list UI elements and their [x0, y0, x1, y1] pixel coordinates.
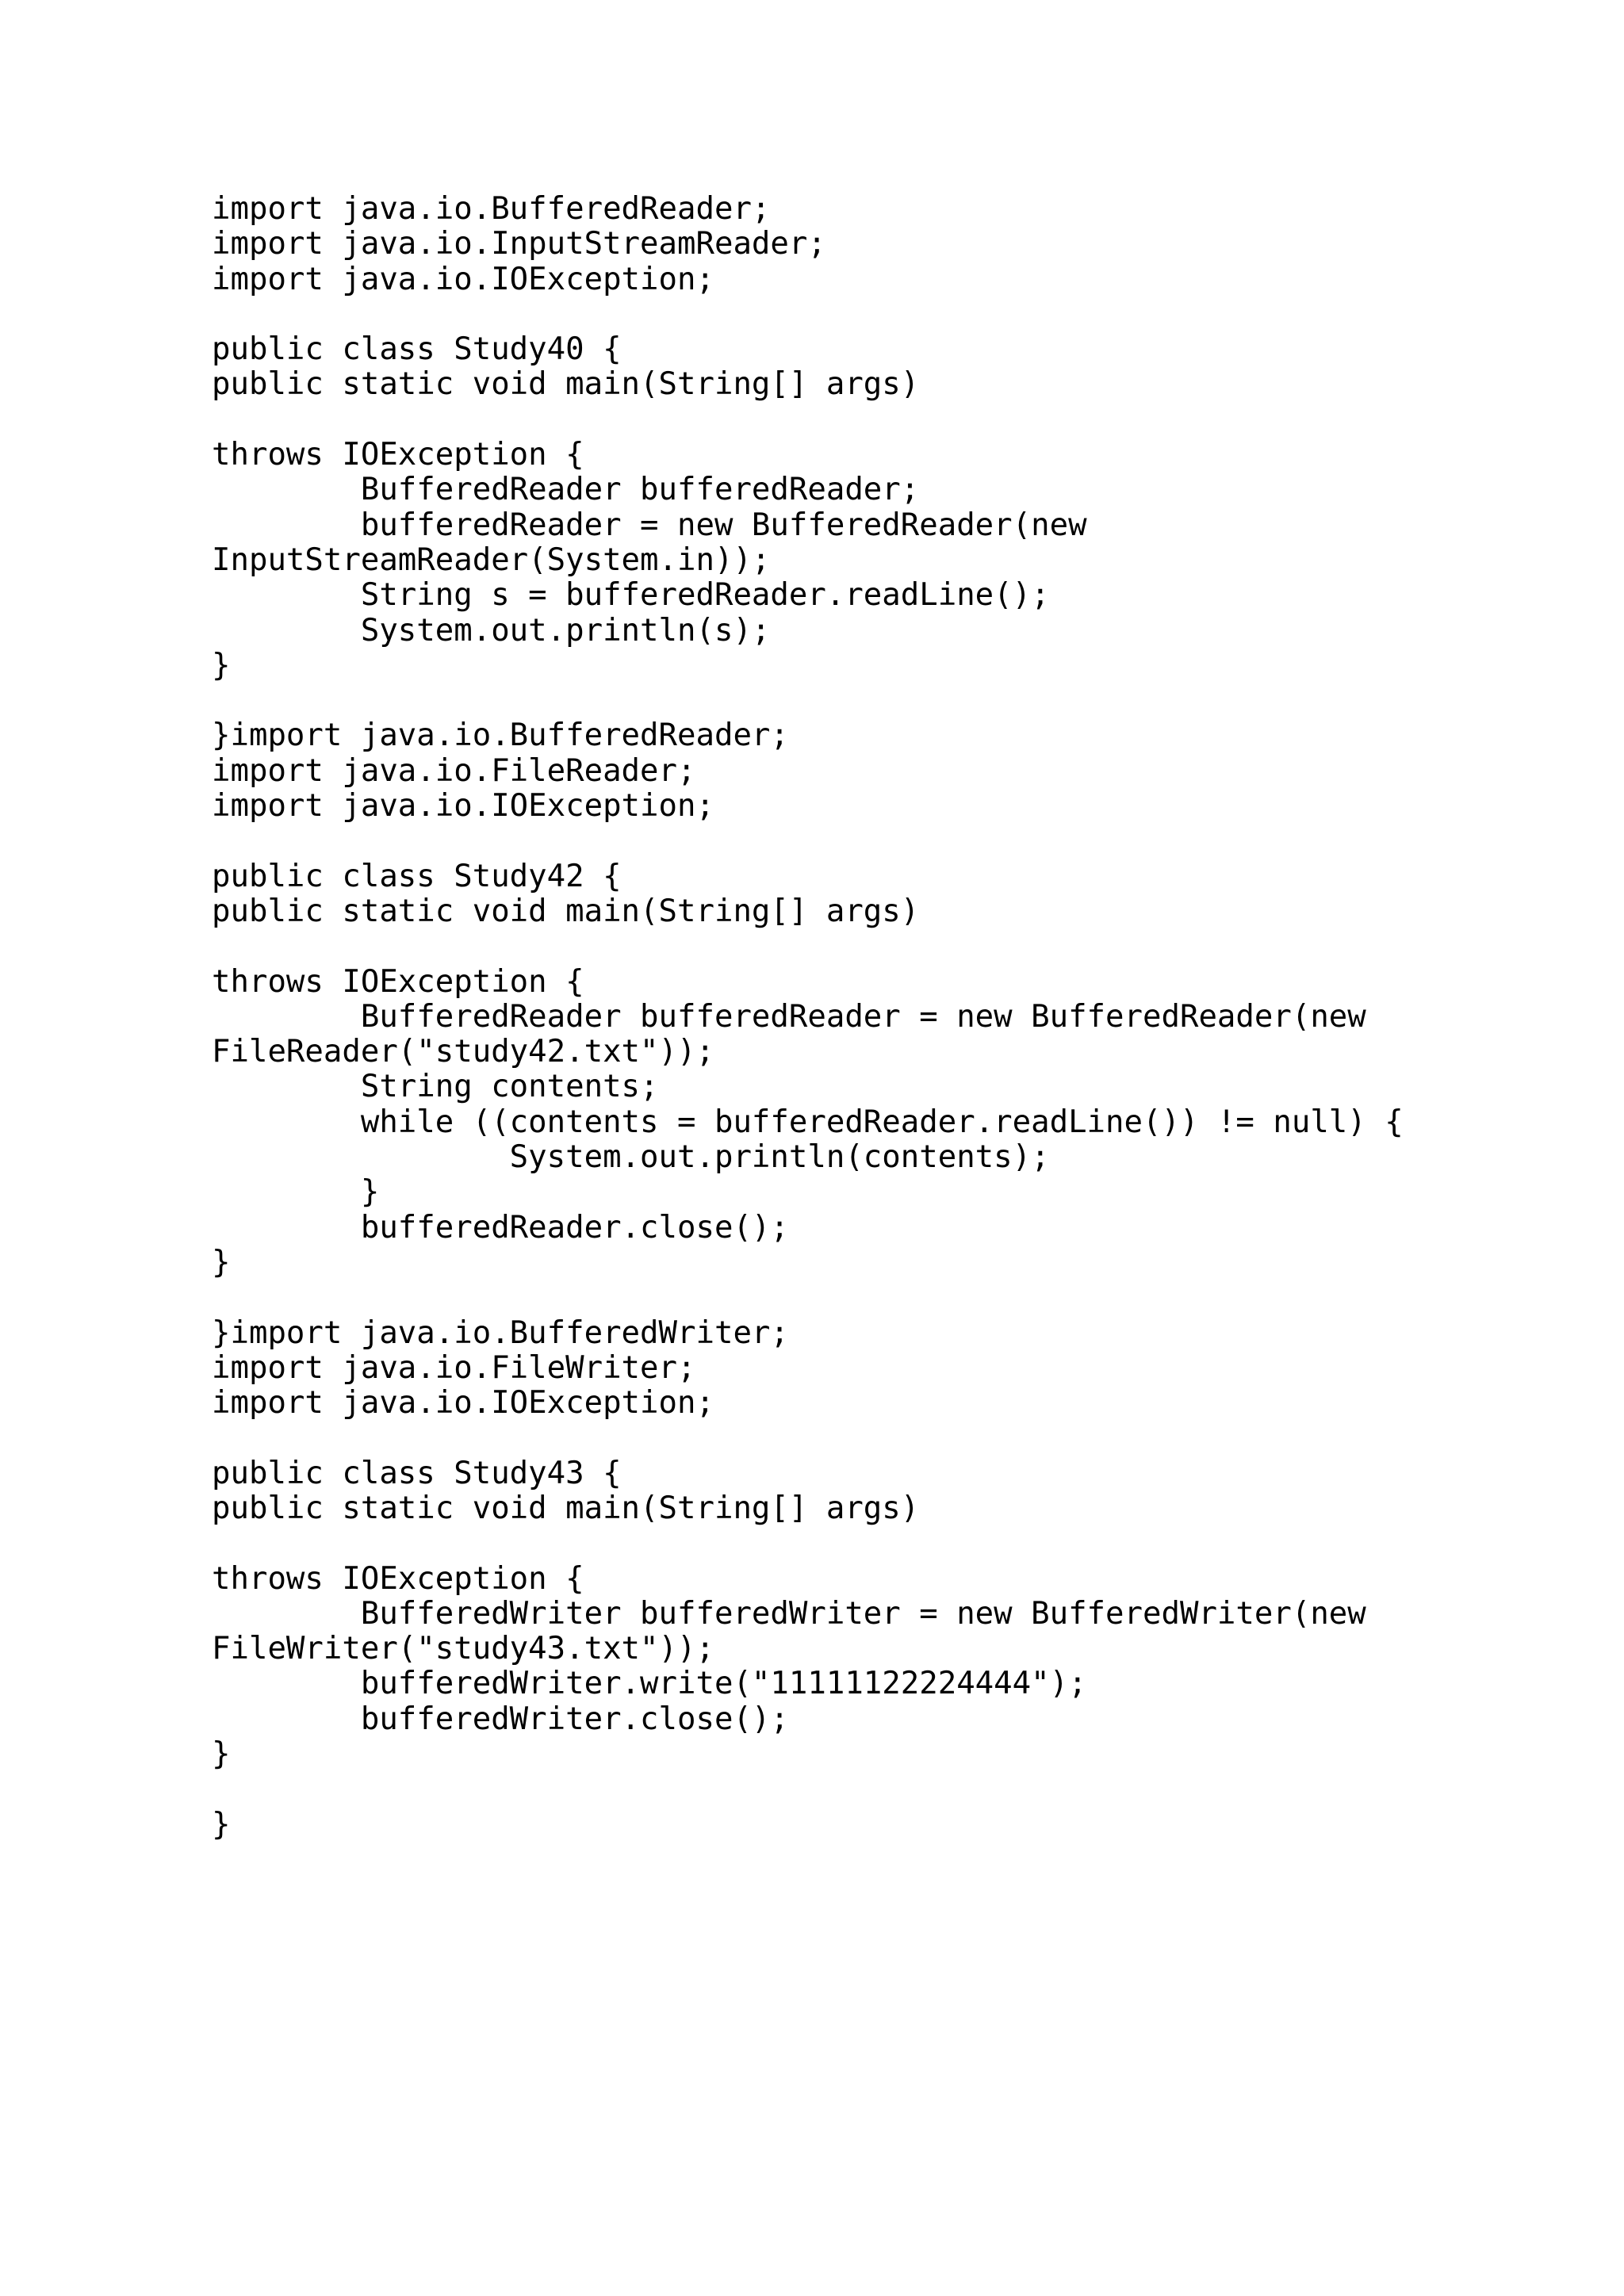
code-line: BufferedReader bufferedReader; — [212, 472, 920, 508]
code-line: String s = bufferedReader.readLine(); — [212, 577, 1050, 614]
code-line: import java.io.IOException; — [212, 261, 714, 297]
code-line: }import java.io.BufferedReader; — [212, 718, 789, 754]
code-line: FileReader("study42.txt")); — [212, 1034, 714, 1070]
code-line: BufferedReader bufferedReader = new BufferedReader(new — [212, 998, 1366, 1035]
code-line: bufferedReader.close(); — [212, 1209, 789, 1246]
code-line: import java.io.BufferedReader; — [212, 191, 771, 227]
code-line: import java.io.IOException; — [212, 1385, 714, 1422]
code-line: throws IOException { — [212, 437, 584, 473]
code-line: import java.io.InputStreamReader; — [212, 226, 826, 262]
code-line: import java.io.FileWriter; — [212, 1349, 696, 1386]
code-line: } — [212, 1244, 231, 1280]
code-line: throws IOException { — [212, 963, 584, 1000]
code-line: public static void main(String[] args) — [212, 366, 920, 403]
code-line: } — [212, 647, 231, 683]
code-line — [212, 1772, 1404, 1807]
code-line — [212, 297, 1404, 332]
code-line: public class Study40 { — [212, 331, 622, 368]
code-line: } — [212, 1806, 231, 1843]
code-line: bufferedReader = new BufferedReader(new — [212, 507, 1087, 543]
code-line: BufferedWriter bufferedWriter = new BufferedWriter(new — [212, 1595, 1366, 1632]
code-line: String contents; — [212, 1069, 659, 1105]
code-line: while ((contents = bufferedReader.readLine()) != null) { — [212, 1104, 1404, 1140]
code-line: System.out.println(s); — [212, 612, 771, 649]
code-line: FileWriter("study43.txt")); — [212, 1631, 714, 1667]
code-listing — [212, 192, 1404, 1843]
code-line: import java.io.IOException; — [212, 788, 714, 825]
code-line — [212, 1421, 1404, 1456]
code-line — [212, 929, 1404, 964]
code-line — [212, 1526, 1404, 1561]
code-line: public static void main(String[] args) — [212, 893, 920, 929]
code-line — [212, 683, 1404, 718]
code-line: } — [212, 1174, 380, 1211]
code-line: throws IOException { — [212, 1560, 584, 1597]
code-line: public class Study42 { — [212, 858, 622, 894]
code-line — [212, 824, 1404, 859]
code-line: public class Study43 { — [212, 1455, 622, 1491]
code-line: }import java.io.BufferedWriter; — [212, 1314, 789, 1351]
code-line: bufferedWriter.write("11111122224444"); — [212, 1666, 1087, 1702]
code-line: public static void main(String[] args) — [212, 1490, 920, 1526]
code-line: } — [212, 1736, 231, 1773]
code-line: bufferedWriter.close(); — [212, 1701, 789, 1737]
code-line: InputStreamReader(System.in)); — [212, 541, 771, 578]
code-line — [212, 1280, 1404, 1315]
code-line — [212, 403, 1404, 438]
code-line: import java.io.FileReader; — [212, 752, 696, 789]
code-line: System.out.println(contents); — [212, 1139, 1050, 1176]
